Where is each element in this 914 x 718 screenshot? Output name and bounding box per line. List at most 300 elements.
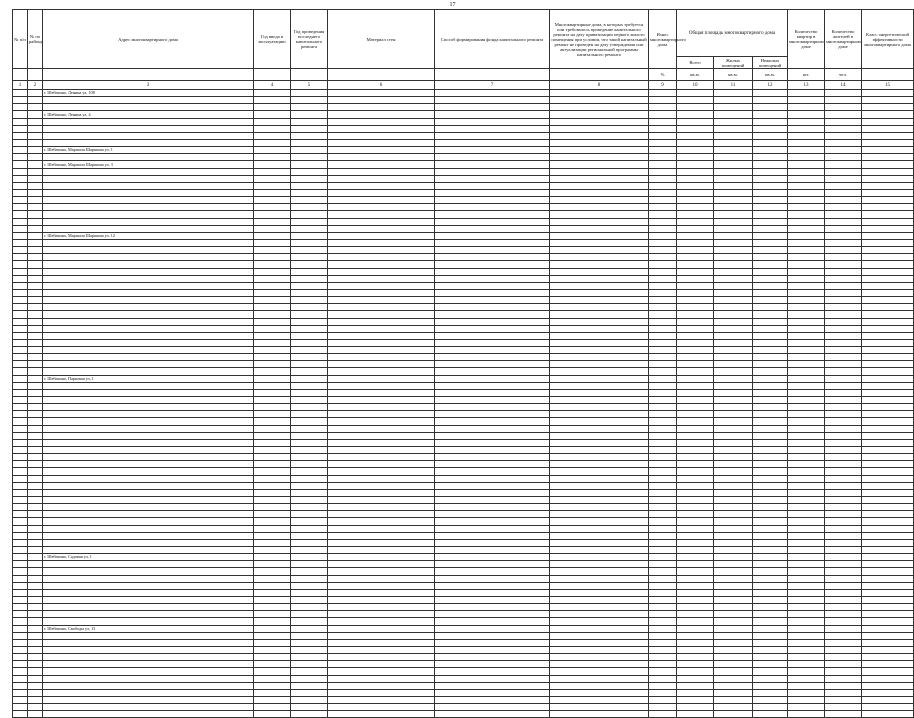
fund-method-cell: [435, 97, 550, 104]
colnum: 6: [328, 81, 435, 90]
table-cell: [677, 654, 714, 661]
table-cell: [550, 90, 649, 97]
address-cell: [43, 696, 254, 703]
fund-method-cell: [435, 547, 550, 554]
fund-method-cell: [435, 511, 550, 518]
address-cell: [43, 182, 254, 189]
col-header-index: № п/п: [13, 10, 28, 69]
table-cell: [825, 589, 862, 596]
table-cell: [714, 175, 753, 182]
table-cell: [291, 682, 328, 689]
table-cell: [13, 197, 28, 204]
table-cell: [28, 311, 43, 318]
table-cell: [714, 411, 753, 418]
table-cell: [862, 139, 914, 146]
table-cell: [254, 489, 291, 496]
table-cell: [649, 325, 677, 332]
table-cell: [254, 518, 291, 525]
table-cell: [714, 347, 753, 354]
table-cell: [28, 204, 43, 211]
table-cell: [788, 547, 825, 554]
table-row: [13, 532, 914, 539]
table-cell: [550, 525, 649, 532]
table-cell: [291, 582, 328, 589]
table-cell: [788, 611, 825, 618]
table-cell: [677, 161, 714, 168]
table-cell: [788, 646, 825, 653]
table-cell: [28, 275, 43, 282]
address-cell: [43, 711, 254, 718]
table-cell: [788, 397, 825, 404]
table-cell: [550, 132, 649, 139]
table-cell: [753, 582, 788, 589]
address-cell: [43, 604, 254, 611]
wall-material-cell: [328, 447, 435, 454]
table-cell: [291, 447, 328, 454]
address-cell: [43, 632, 254, 639]
wall-material-cell: [328, 147, 435, 154]
table-cell: [550, 618, 649, 625]
table-cell: [753, 332, 788, 339]
table-cell: [825, 97, 862, 104]
table-cell: [649, 511, 677, 518]
table-cell: [13, 611, 28, 618]
table-cell: [753, 261, 788, 268]
table-cell: [550, 411, 649, 418]
table-cell: [550, 182, 649, 189]
table-cell: [550, 432, 649, 439]
table-cell: [28, 368, 43, 375]
table-cell: [550, 254, 649, 261]
table-cell: [677, 247, 714, 254]
wall-material-cell: [328, 361, 435, 368]
table-cell: [649, 132, 677, 139]
table-cell: [825, 339, 862, 346]
table-cell: [753, 475, 788, 482]
table-cell: [28, 682, 43, 689]
table-cell: [254, 689, 291, 696]
table-cell: [862, 604, 914, 611]
table-cell: [254, 311, 291, 318]
fund-method-cell: [435, 254, 550, 261]
table-cell: [291, 411, 328, 418]
table-cell: [862, 282, 914, 289]
table-cell: [677, 218, 714, 225]
table-cell: [825, 618, 862, 625]
table-cell: [714, 247, 753, 254]
table-cell: [649, 111, 677, 118]
table-cell: [649, 689, 677, 696]
table-cell: [714, 254, 753, 261]
table-cell: [788, 625, 825, 632]
table-cell: [862, 497, 914, 504]
table-cell: [862, 232, 914, 239]
address-cell: [43, 689, 254, 696]
table-cell: [677, 154, 714, 161]
table-cell: [254, 646, 291, 653]
table-cell: [677, 611, 714, 618]
table-cell: [862, 711, 914, 718]
fund-method-cell: [435, 668, 550, 675]
address-cell: [43, 611, 254, 618]
table-cell: [649, 304, 677, 311]
table-cell: [649, 404, 677, 411]
table-cell: [677, 118, 714, 125]
table-cell: [28, 418, 43, 425]
table-cell: [714, 139, 753, 146]
table-cell: [550, 632, 649, 639]
table-cell: [291, 311, 328, 318]
table-cell: [550, 582, 649, 589]
table-cell: [550, 539, 649, 546]
table-cell: [649, 561, 677, 568]
address-cell: [43, 304, 254, 311]
table-cell: [13, 389, 28, 396]
table-row: [13, 118, 914, 125]
table-cell: [788, 632, 825, 639]
fund-method-cell: [435, 625, 550, 632]
table-cell: [649, 411, 677, 418]
table-cell: [788, 404, 825, 411]
wall-material-cell: [328, 482, 435, 489]
table-cell: [714, 282, 753, 289]
table-row: [13, 589, 914, 596]
table-cell: [788, 289, 825, 296]
table-cell: [788, 347, 825, 354]
table-cell: [13, 247, 28, 254]
header-row: [13, 10, 914, 57]
wall-material-cell: [328, 197, 435, 204]
table-cell: [550, 354, 649, 361]
table-cell: [28, 454, 43, 461]
table-cell: [28, 575, 43, 582]
address-cell: [43, 361, 254, 368]
table-cell: [862, 111, 914, 118]
fund-method-cell: [435, 589, 550, 596]
table-cell: [753, 618, 788, 625]
table-row: [13, 297, 914, 304]
table-row: [13, 582, 914, 589]
address-cell: [43, 347, 254, 354]
wall-material-cell: [328, 125, 435, 132]
table-cell: [649, 175, 677, 182]
table-cell: [649, 218, 677, 225]
address-cell: [43, 575, 254, 582]
table-cell: [13, 204, 28, 211]
table-cell: [677, 232, 714, 239]
table-cell: [677, 297, 714, 304]
table-cell: [291, 189, 328, 196]
table-cell: [825, 439, 862, 446]
fund-method-cell: [435, 411, 550, 418]
table-cell: [788, 325, 825, 332]
table-cell: [291, 475, 328, 482]
table-cell: [825, 497, 862, 504]
table-cell: [714, 218, 753, 225]
table-cell: [753, 668, 788, 675]
table-cell: [28, 239, 43, 246]
table-cell: [254, 589, 291, 596]
table-cell: [714, 561, 753, 568]
table-cell: [291, 325, 328, 332]
table-cell: [788, 139, 825, 146]
table-cell: [862, 418, 914, 425]
wall-material-cell: [328, 475, 435, 482]
table-cell: [649, 282, 677, 289]
table-cell: [862, 354, 914, 361]
table-cell: [825, 482, 862, 489]
table-cell: [291, 182, 328, 189]
wall-material-cell: [328, 232, 435, 239]
address-cell: [43, 618, 254, 625]
table-cell: [862, 339, 914, 346]
table-cell: [13, 347, 28, 354]
table-cell: [550, 375, 649, 382]
table-cell: [550, 596, 649, 603]
table-row: [13, 625, 914, 632]
address-cell: [43, 547, 254, 554]
table-cell: [291, 604, 328, 611]
fund-method-cell: [435, 147, 550, 154]
wall-material-cell: [328, 497, 435, 504]
fund-method-cell: [435, 318, 550, 325]
table-row: [13, 225, 914, 232]
table-cell: [649, 104, 677, 111]
table-cell: [291, 611, 328, 618]
table-cell: [649, 354, 677, 361]
table-cell: [550, 675, 649, 682]
table-cell: [28, 175, 43, 182]
table-cell: [753, 97, 788, 104]
table-cell: [714, 311, 753, 318]
table-cell: [677, 432, 714, 439]
table-cell: [254, 118, 291, 125]
table-cell: [788, 339, 825, 346]
table-cell: [649, 254, 677, 261]
address-cell: [43, 218, 254, 225]
table-cell: [788, 132, 825, 139]
address-cell: [43, 568, 254, 575]
table-cell: [254, 418, 291, 425]
table-cell: [550, 125, 649, 132]
table-cell: [825, 154, 862, 161]
table-cell: [714, 197, 753, 204]
table-cell: [550, 304, 649, 311]
table-cell: [862, 461, 914, 468]
table-cell: [677, 682, 714, 689]
table-cell: [825, 411, 862, 418]
table-cell: [788, 232, 825, 239]
table-cell: [825, 332, 862, 339]
table-cell: [550, 368, 649, 375]
table-cell: [649, 161, 677, 168]
table-cell: [753, 139, 788, 146]
table-cell: [753, 489, 788, 496]
fund-method-cell: [435, 561, 550, 568]
table-cell: [788, 389, 825, 396]
table-row: [13, 147, 914, 154]
table-cell: [254, 618, 291, 625]
table-cell: [862, 596, 914, 603]
colnum: 3: [43, 81, 254, 90]
wall-material-cell: [328, 261, 435, 268]
table-cell: [13, 104, 28, 111]
table-cell: [714, 447, 753, 454]
table-cell: [788, 661, 825, 668]
table-cell: [254, 218, 291, 225]
table-cell: [550, 568, 649, 575]
fund-method-cell: [435, 297, 550, 304]
unit-area-living: кв.м.: [714, 69, 753, 81]
table-cell: [862, 518, 914, 525]
table-cell: [291, 254, 328, 261]
table-cell: [825, 397, 862, 404]
wall-material-cell: [328, 289, 435, 296]
table-cell: [714, 368, 753, 375]
wall-material-cell: [328, 554, 435, 561]
table-cell: [254, 582, 291, 589]
colnum: 5: [291, 81, 328, 90]
table-cell: [677, 582, 714, 589]
table-cell: [28, 668, 43, 675]
wall-material-cell: [328, 225, 435, 232]
address-cell: г. Шебекино, Свободы ул, 13: [43, 625, 254, 632]
table-cell: [254, 632, 291, 639]
table-row: [13, 368, 914, 375]
table-cell: [862, 425, 914, 432]
wall-material-cell: [328, 432, 435, 439]
table-cell: [550, 289, 649, 296]
table-cell: [649, 197, 677, 204]
table-cell: [28, 247, 43, 254]
table-cell: [649, 604, 677, 611]
table-cell: [825, 289, 862, 296]
table-cell: [714, 439, 753, 446]
table-cell: [28, 361, 43, 368]
table-cell: [753, 268, 788, 275]
table-cell: [13, 561, 28, 568]
table-cell: [550, 325, 649, 332]
fund-method-cell: [435, 347, 550, 354]
table-cell: [550, 625, 649, 632]
table-cell: [825, 282, 862, 289]
table-cell: [825, 375, 862, 382]
table-cell: [714, 161, 753, 168]
table-cell: [862, 132, 914, 139]
table-cell: [677, 411, 714, 418]
table-cell: [714, 275, 753, 282]
address-cell: [43, 432, 254, 439]
table-cell: [254, 432, 291, 439]
table-cell: [714, 375, 753, 382]
table-cell: [254, 97, 291, 104]
fund-method-cell: [435, 661, 550, 668]
table-cell: [550, 696, 649, 703]
address-cell: г. Шебекино, Ленина ул, 108: [43, 90, 254, 97]
wall-material-cell: [328, 468, 435, 475]
fund-method-cell: [435, 575, 550, 582]
table-cell: [291, 382, 328, 389]
table-cell: [788, 111, 825, 118]
table-cell: [550, 225, 649, 232]
address-cell: [43, 504, 254, 511]
table-row: [13, 125, 914, 132]
table-cell: [254, 482, 291, 489]
table-cell: [13, 539, 28, 546]
table-cell: [677, 447, 714, 454]
address-cell: [43, 118, 254, 125]
table-cell: [753, 525, 788, 532]
table-cell: [677, 646, 714, 653]
table-row: [13, 254, 914, 261]
table-cell: [862, 297, 914, 304]
table-cell: [862, 575, 914, 582]
table-cell: [753, 561, 788, 568]
table-cell: [13, 582, 28, 589]
table-cell: [714, 211, 753, 218]
table-cell: [753, 604, 788, 611]
table-cell: [13, 675, 28, 682]
table-cell: [28, 397, 43, 404]
table-cell: [714, 154, 753, 161]
address-cell: [43, 518, 254, 525]
table-cell: [13, 168, 28, 175]
table-row: [13, 475, 914, 482]
table-cell: [753, 689, 788, 696]
address-cell: [43, 382, 254, 389]
page-number: 17: [449, 2, 456, 8]
fund-method-cell: [435, 289, 550, 296]
table-cell: [28, 218, 43, 225]
table-row: [13, 268, 914, 275]
table-cell: [550, 297, 649, 304]
table-cell: [677, 168, 714, 175]
table-cell: [550, 454, 649, 461]
table-cell: [753, 339, 788, 346]
table-cell: [13, 404, 28, 411]
table-cell: [28, 475, 43, 482]
wall-material-cell: [328, 439, 435, 446]
address-cell: [43, 354, 254, 361]
table-cell: [788, 518, 825, 525]
table-cell: [13, 139, 28, 146]
table-cell: [13, 625, 28, 632]
table-cell: [550, 611, 649, 618]
table-cell: [550, 418, 649, 425]
wall-material-cell: [328, 604, 435, 611]
wall-material-cell: [328, 204, 435, 211]
fund-method-cell: [435, 197, 550, 204]
table-cell: [291, 361, 328, 368]
table-cell: [788, 461, 825, 468]
table-cell: [291, 268, 328, 275]
table-cell: [13, 147, 28, 154]
table-row: [13, 654, 914, 661]
fund-method-cell: [435, 125, 550, 132]
wall-material-cell: [328, 532, 435, 539]
wall-material-cell: [328, 711, 435, 718]
table-cell: [753, 532, 788, 539]
wall-material-cell: [328, 168, 435, 175]
table-cell: [788, 104, 825, 111]
table-cell: [714, 654, 753, 661]
table-cell: [550, 232, 649, 239]
table-cell: [550, 311, 649, 318]
table-cell: [788, 125, 825, 132]
wall-material-cell: [328, 632, 435, 639]
table-cell: [291, 289, 328, 296]
table-cell: [550, 204, 649, 211]
